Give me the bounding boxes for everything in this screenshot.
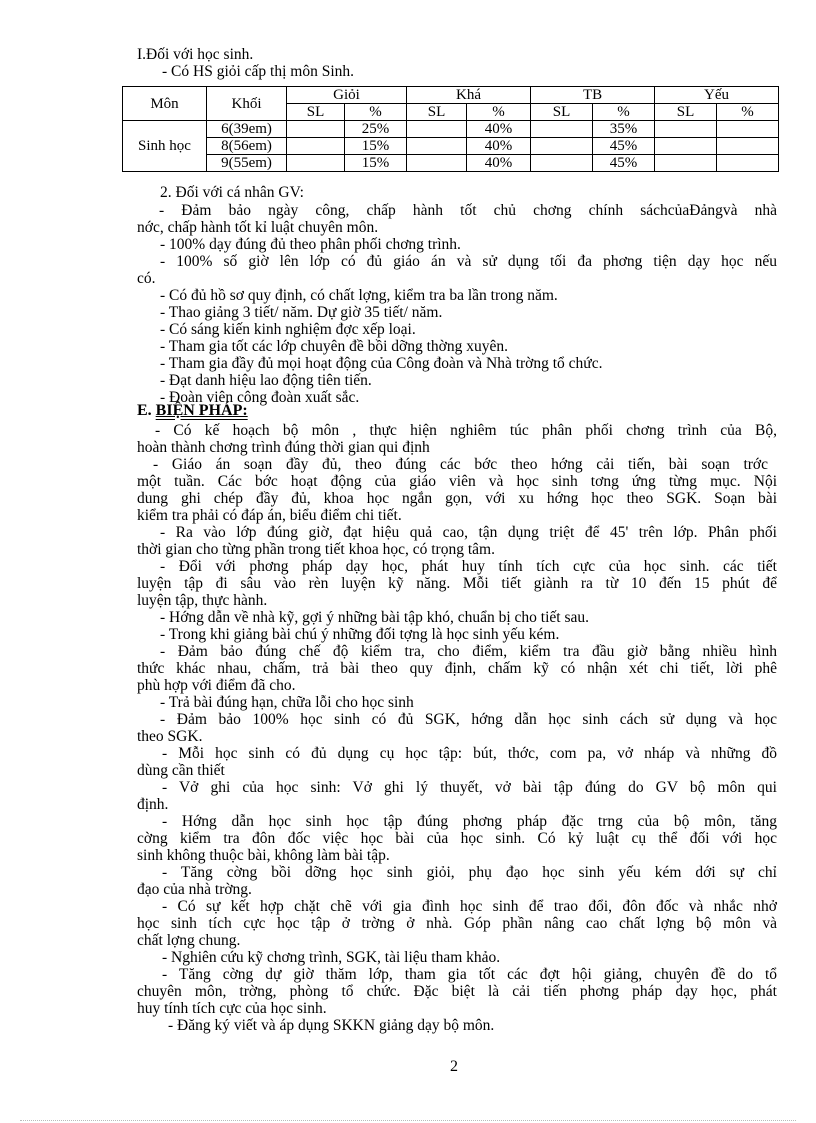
table-row <box>123 138 779 155</box>
paragraph-line: học sinh tích cực học tập ở trờng ở nhà. Góp phần nâng cao chất lợng bộ môn và <box>137 915 777 932</box>
header-sl: SL <box>531 104 593 121</box>
paragraph-line: - Có kế hoạch bộ môn , thực hiện nghiêm túc phân phối chơng trình của Bộ, <box>155 422 777 439</box>
paragraph-line: phù hợp với điểm đã cho. <box>137 677 296 694</box>
paragraph-line: - Có sáng kiến kinh nghiệm đợc xếp loại. <box>160 321 416 338</box>
paragraph-line: - Tăng cờng bồi dỡng học sinh giỏi, phụ đạo học sinh yếu kém dới sự chỉ <box>162 864 777 881</box>
subject-cell: Sinh học <box>123 121 207 172</box>
paragraph-line: huy tính tích cực của học sinh. <box>137 1000 327 1017</box>
header-sl: SL <box>655 104 717 121</box>
gioi-pct-cell: 15% <box>345 138 407 155</box>
paragraph-line: đạo của nhà trờng. <box>137 881 252 898</box>
paragraph-line: - Nghiên cứu kỹ chơng trình, SGK, tài liệu tham khảo. <box>162 949 501 966</box>
header-pct: % <box>593 104 655 121</box>
kha-pct-cell: 40% <box>467 121 531 138</box>
paragraph-line: kiểm tra phải có đáp án, biểu điểm chi tiết. <box>137 507 402 524</box>
paragraph-line: - Thao giảng 3 tiết/ năm. Dự giờ 35 tiết/ năm. <box>160 304 443 321</box>
yeu-sl-cell <box>655 121 717 138</box>
intro-line: - Có HS giỏi cấp thị môn Sinh. <box>162 63 355 80</box>
paragraph-line: định. <box>137 796 169 813</box>
khoi-cell: 8(56em) <box>207 138 287 155</box>
header-sl: SL <box>407 104 467 121</box>
paragraph-line: - Hớng dẫn về nhà kỹ, gợi ý những bài tập khó, chuẩn bị cho tiết sau. <box>160 609 589 626</box>
paragraph-line: - Giáo án soạn đầy đủ, theo đúng các bớc theo hớng cải tiến, bài soạn trớc <box>153 456 768 473</box>
header-khoi: Khối <box>207 87 287 121</box>
paragraph-line: thời gian cho từng phần trong tiết khoa học, có trọng tâm. <box>137 541 495 558</box>
header-pct: % <box>345 104 407 121</box>
gioi-pct-cell: 25% <box>345 121 407 138</box>
header-yeu: Yếu <box>655 87 779 104</box>
header-sl: SL <box>287 104 345 121</box>
header-pct: % <box>467 104 531 121</box>
paragraph-line: - 100% số giờ lên lớp có đủ giáo án và sử dụng tối đa phơng tiện dạy học nếu <box>160 253 777 270</box>
paragraph-line: - Ra vào lớp đúng giờ, đạt hiệu quả cao, tận dụng triệt để 45' trên lớp. Phân phối <box>160 524 777 541</box>
paragraph-line: - Đăng ký viết và áp dụng SKKN giảng dạy bộ môn. <box>168 1017 495 1034</box>
paragraph-line: - Đảm bảo 100% học sinh có đủ SGK, hớng dẫn học sinh cách sử dụng và học <box>160 711 777 728</box>
kha-sl-cell <box>407 121 467 138</box>
kha-pct-cell: 40% <box>467 155 531 172</box>
header-pct: % <box>717 104 779 121</box>
yeu-pct-cell <box>717 121 779 138</box>
paragraph-line: theo SGK. <box>137 728 203 745</box>
results-table <box>122 86 779 172</box>
yeu-sl-cell <box>655 138 717 155</box>
paragraph-line: - Đảm bảo đúng chế độ kiểm tra, cho điểm, kiểm tra đầu giờ bằng nhiều hình <box>160 643 777 660</box>
tb-sl-cell <box>531 138 593 155</box>
paragraph-line: - Đạt danh hiệu lao động tiên tiến. <box>160 372 372 389</box>
section-e-letter: E. <box>137 402 152 419</box>
header-mon: Môn <box>123 87 207 121</box>
yeu-sl-cell <box>655 155 717 172</box>
paragraph-line: thức khác nhau, chấm, trả bài theo quy định, chấm kỹ có nhận xét chi tiết, lời phê <box>137 660 777 677</box>
paragraph-line: - Trong khi giảng bài chú ý những đối tợng là học sinh yếu kém. <box>160 626 560 643</box>
kha-pct-cell: 40% <box>467 138 531 155</box>
page-number: 2 <box>450 1058 458 1075</box>
paragraph-line: - Trả bài đúng hạn, chữa lỗi cho học sinh <box>160 694 414 711</box>
yeu-pct-cell <box>717 155 779 172</box>
paragraph-line: - Tham gia tốt các lớp chuyên đề bồi dỡng thờng xuyên. <box>160 338 509 355</box>
table-row <box>123 155 779 172</box>
paragraph-line: hoàn thành chơng trình đúng thời gian qui định <box>137 439 430 456</box>
paragraph-line: - Có đủ hồ sơ quy định, có chất lợng, kiểm tra ba lần trong năm. <box>160 287 558 304</box>
paragraph-line: - Tăng cờng dự giờ thăm lớp, tham gia tốt các đợt hội giảng, chuyên đề do tổ <box>162 966 777 983</box>
paragraph-line: - Có sự kết hợp chặt chẽ với gia đình học sinh để trao đổi, đôn đốc và nhắc nhở <box>162 898 777 915</box>
paragraph-line: sinh không thuộc bài, không làm bài tập. <box>137 847 390 864</box>
header-gioi: Giỏi <box>287 87 407 104</box>
tb-sl-cell <box>531 121 593 138</box>
paragraph-line: - Mỗi học sinh có đủ dụng cụ học tập: bút, thớc, com pa, vở nháp và những đồ <box>162 745 777 762</box>
paragraph-line: một tuần. Các bớc hoạt động của giáo viên và học sinh tơng ứng từng mục. Nội <box>137 473 777 490</box>
section-1-title: I.Đối với học sinh. <box>137 46 254 63</box>
tb-pct-cell: 45% <box>593 138 655 155</box>
table-row <box>123 121 779 138</box>
tb-pct-cell: 35% <box>593 121 655 138</box>
paragraph-line: dùng cần thiết <box>137 762 225 779</box>
paragraph-line: chuyên môn, trờng, phòng tổ chức. Đặc biệt là cải tiến phơng pháp dạy học, phát <box>137 983 777 1000</box>
header-tb: TB <box>531 87 655 104</box>
paragraph-line: - Vở ghi của học sinh: Vở ghi lý thuyết, vở bài tập đúng do GV bộ môn qui <box>162 779 777 796</box>
page-bottom-divider <box>20 1120 796 1121</box>
kha-sl-cell <box>407 138 467 155</box>
gioi-pct-cell: 15% <box>345 155 407 172</box>
paragraph-line: có. <box>137 270 156 287</box>
paragraph-line: - Tham gia đầy đủ mọi hoạt động của Công đoàn và Nhà trờng tổ chức. <box>160 355 603 372</box>
yeu-pct-cell <box>717 138 779 155</box>
section-e-title: BIỆN PHÁP: <box>155 402 248 419</box>
gioi-sl-cell <box>287 121 345 138</box>
tb-sl-cell <box>531 155 593 172</box>
khoi-cell: 6(39em) <box>207 121 287 138</box>
kha-sl-cell <box>407 155 467 172</box>
table-header-row <box>123 87 779 104</box>
paragraph-line: luyện tập đi sâu vào rèn luyện kỹ năng. Mỗi tiết giành ra từ 10 đến 15 phút để <box>137 575 777 592</box>
paragraph-line: luyện tập, thực hành. <box>137 592 268 609</box>
gioi-sl-cell <box>287 155 345 172</box>
paragraph-line: - Hớng dẫn học sinh học tập đúng phơng pháp đặc trng của bộ môn, tăng <box>162 813 777 830</box>
paragraph-line: chất lợng chung. <box>137 932 241 949</box>
header-kha: Khá <box>407 87 531 104</box>
section-e-heading <box>137 402 248 420</box>
paragraph-line: - 100% dạy đúng đủ theo phân phối chơng trình. <box>160 236 461 253</box>
gioi-sl-cell <box>287 138 345 155</box>
paragraph-line: - Đảm bảo ngày công, chấp hành tốt chủ chơng chính sáchcủaĐảngvà nhà <box>159 202 777 219</box>
khoi-cell: 9(55em) <box>207 155 287 172</box>
paragraph-line: nớc, chấp hành tốt kỉ luật chuyên môn. <box>137 219 379 236</box>
tb-pct-cell: 45% <box>593 155 655 172</box>
paragraph-line: cờng kiểm tra đôn đốc việc học bài của học sinh. Có kỷ luật cụ thể đối với học <box>137 830 777 847</box>
paragraph-line: - Đổi với phơng pháp dạy học, phát huy tính tích cực của học sinh. các tiết <box>160 558 777 575</box>
paragraph-line: - Đoàn viên công đoàn xuất sắc. <box>160 389 360 406</box>
section-2-title: 2. Đối với cá nhân GV: <box>160 184 304 201</box>
paragraph-line: dung ghi chép đầy đủ, khoa học ngắn gọn, với xu hớng học theo SGK. Soạn bài <box>137 490 777 507</box>
